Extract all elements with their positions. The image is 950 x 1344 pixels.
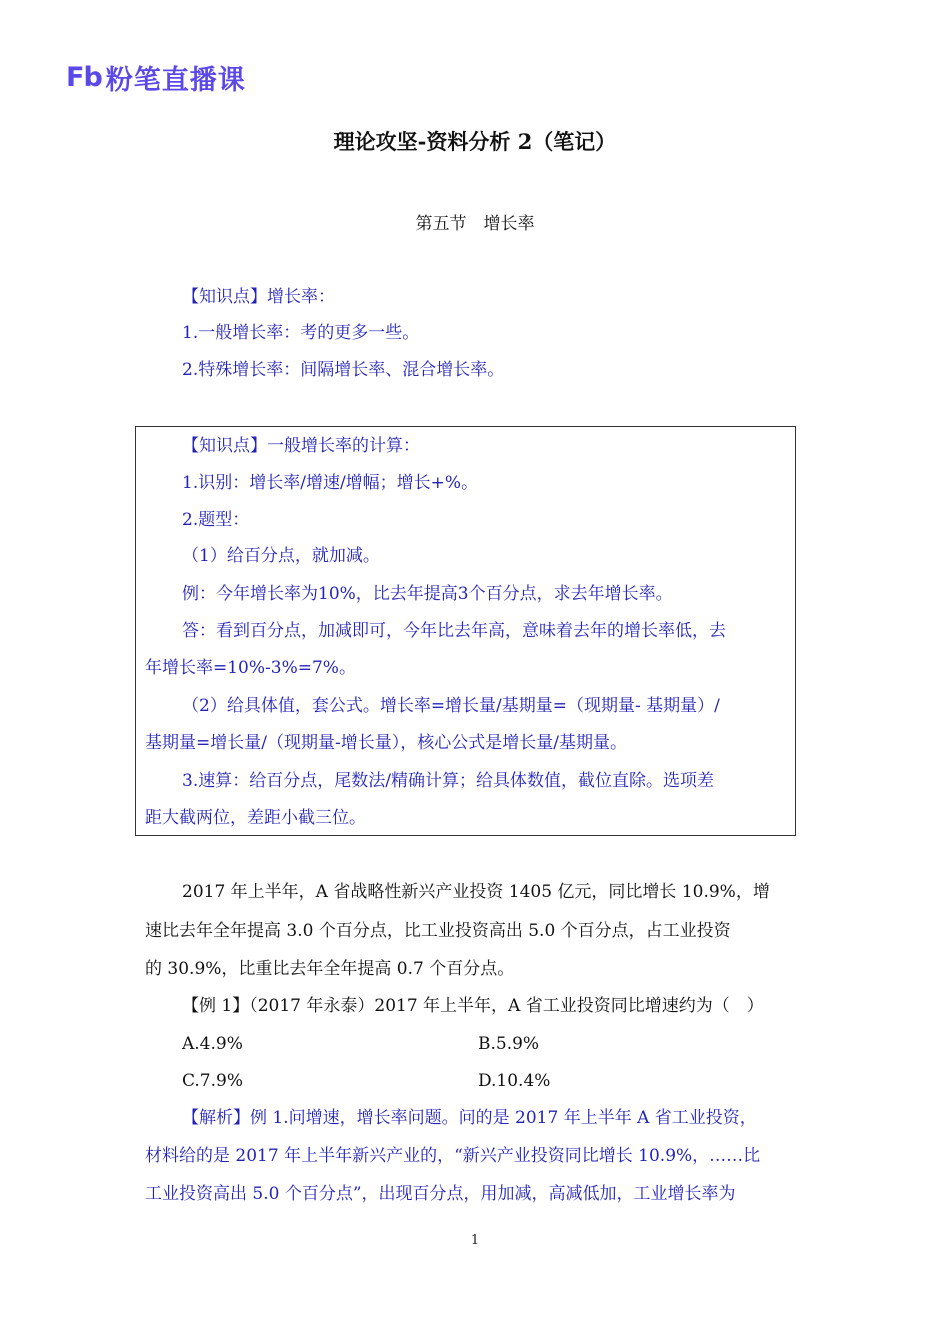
page-number: 1	[470, 1233, 480, 1248]
box-line: 1.识别：增长率/增速/增幅；增长+%。	[182, 473, 479, 493]
question-stem: 【例 1】（2017 年永泰）2017 年上半年，A 省工业投资同比增速约为（ ）	[182, 996, 764, 1016]
box-line: 年增长率=10%-3%=7%。	[145, 658, 356, 678]
analysis-line: 【解析】例 1.问增速，增长率问题。问的是 2017 年上半年 A 省工业投资，	[182, 1108, 757, 1128]
knowledge-item: 2.特殊增长率：间隔增长率、混合增长率。	[182, 360, 505, 380]
option-b: B.5.9%	[478, 1034, 540, 1054]
logo-mark: Fb	[66, 62, 102, 93]
brand-logo	[66, 58, 246, 97]
option-c: C.7.9%	[182, 1071, 243, 1091]
box-line: 距大截两位，差距小截三位。	[145, 808, 366, 828]
box-heading: 【知识点】一般增长率的计算：	[182, 436, 420, 456]
option-a: A.4.9%	[182, 1034, 243, 1054]
section-heading: 第五节 增长率	[415, 214, 535, 234]
page-title: 理论攻坚-资料分析 2（笔记）	[333, 129, 617, 154]
box-line: （2）给具体值，套公式。增长率=增长量/基期量=（现期量- 基期量）/	[182, 696, 720, 716]
box-line: （1）给百分点，就加减。	[182, 546, 380, 566]
option-d: D.10.4%	[478, 1071, 551, 1091]
logo-text: 粉笔直播课	[105, 65, 246, 96]
box-line: 2.题型：	[182, 510, 250, 530]
material-line: 的 30.9%，比重比去年全年提高 0.7 个百分点。	[145, 959, 515, 979]
box-line: 答：看到百分点，加减即可，今年比去年高，意味着去年的增长率低，去	[182, 621, 726, 641]
box-line: 3.速算：给百分点，尾数法/精确计算；给具体数值，截位直除。选项差	[182, 771, 714, 791]
analysis-line: 材料给的是 2017 年上半年新兴产业的，“新兴产业投资同比增长 10.9%，……比	[145, 1146, 761, 1166]
box-line: 基期量=增长量/（现期量-增长量），核心公式是增长量/基期量。	[145, 733, 627, 753]
box-line: 例：今年增长率为10%，比去年提高3个百分点，求去年增长率。	[182, 584, 673, 604]
knowledge-item: 1.一般增长率：考的更多一些。	[182, 323, 420, 343]
material-line: 速比去年全年提高 3.0 个百分点，比工业投资高出 5.0 个百分点，占工业投资	[145, 921, 731, 941]
material-line: 2017 年上半年，A 省战略性新兴产业投资 1405 亿元，同比增长 10.9%，增	[182, 882, 770, 902]
analysis-line: 工业投资高出 5.0 个百分点”，出现百分点，用加减，高减低加，工业增长率为	[145, 1184, 736, 1204]
knowledge-heading: 【知识点】增长率：	[182, 287, 335, 307]
